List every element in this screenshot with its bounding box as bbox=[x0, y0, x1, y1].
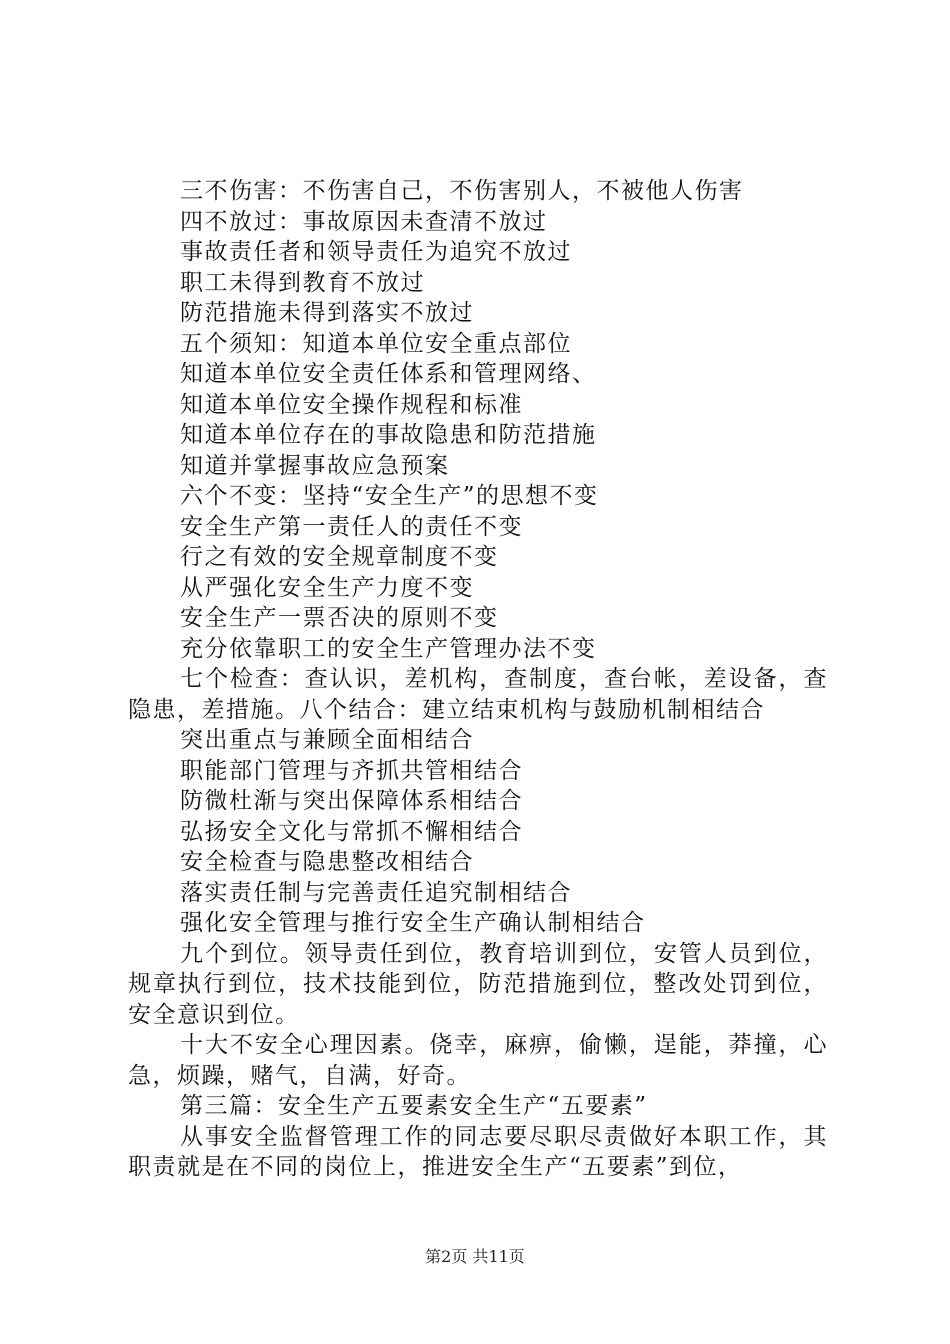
paragraph-five-must-know: 五个须知：知道本单位安全重点部位 bbox=[180, 330, 572, 357]
paragraph-line: 防范措施未得到落实不放过 bbox=[180, 300, 474, 326]
paragraph-line: 安全生产一票否决的原则不变 bbox=[180, 605, 499, 631]
section-heading-part-three: 第三篇：安全生产五要素安全生产“五要素” bbox=[180, 1093, 648, 1119]
paragraph-line: 安全生产第一责任人的责任不变 bbox=[180, 513, 523, 540]
paragraph-line: 强化安全管理与推行安全生产确认制相结合 bbox=[180, 910, 646, 936]
paragraph-line: 知道本单位存在的事故隐患和防范措施 bbox=[180, 422, 597, 448]
paragraph-line: 充分依靠职工的安全生产管理办法不变 bbox=[180, 635, 597, 662]
paragraph-line: 突出重点与兼顾全面相结合 bbox=[180, 727, 474, 753]
paragraph-line: 行之有效的安全规章制度不变 bbox=[180, 544, 499, 570]
paragraph-nine-in-place: 九个到位。领导责任到位，教育培训到位，安管人员到位，规章执行到位，技术技能到位，防范措施到位，整改处罚到位，安全意识到位。 bbox=[128, 940, 828, 1028]
paragraph-line: 职工未得到教育不放过 bbox=[180, 269, 425, 296]
paragraph-line: 职能部门管理与齐抓共管相结合 bbox=[180, 757, 523, 784]
document-body bbox=[128, 176, 828, 1183]
paragraph-four-no-let-go: 四不放过：事故原因未查清不放过 bbox=[180, 208, 548, 235]
page-footer: 第2页 共11页 bbox=[425, 1247, 525, 1266]
paragraph-line: 事故责任者和领导责任为追究不放过 bbox=[180, 239, 572, 265]
paragraph-line: 弘扬安全文化与常抓不懈相结合 bbox=[180, 818, 523, 845]
paragraph-line: 从严强化安全生产力度不变 bbox=[180, 574, 474, 601]
paragraph-line: 防微杜渐与突出保障体系相结合 bbox=[180, 788, 523, 814]
paragraph-line: 落实责任制与完善责任追究制相结合 bbox=[180, 879, 572, 906]
paragraph-line: 知道并掌握事故应急预案 bbox=[180, 452, 450, 479]
paragraph-line: 知道本单位安全操作规程和标准 bbox=[180, 391, 523, 418]
paragraph-ten-psychology: 十大不安全心理因素。侥幸，麻痹，偷懒，逞能，莽撞，心急，烦躁，赌气，自满，好奇。 bbox=[128, 1032, 828, 1089]
paragraph-three-no-harm: 三不伤害：不伤害自己，不伤害别人，不被他人伤害 bbox=[180, 178, 744, 204]
paragraph-five-elements-intro: 从事安全监督管理工作的同志要尽职尽责做好本职工作，其职责就是在不同的岗位上，推进安全生产“五要素”到位， bbox=[128, 1123, 828, 1180]
paragraph-line: 知道本单位安全责任体系和管理网络、 bbox=[180, 361, 597, 387]
paragraph-six-unchanged: 六个不变：坚持“安全生产”的思想不变 bbox=[180, 483, 599, 509]
paragraph-seven-checks: 七个检查：查认识，差机构，查制度，查台帐，差设备，查隐患，差措施。八个结合：建立结束机构与鼓励机制相结合 bbox=[128, 666, 828, 723]
paragraph-line: 安全检查与隐患整改相结合 bbox=[180, 849, 474, 875]
